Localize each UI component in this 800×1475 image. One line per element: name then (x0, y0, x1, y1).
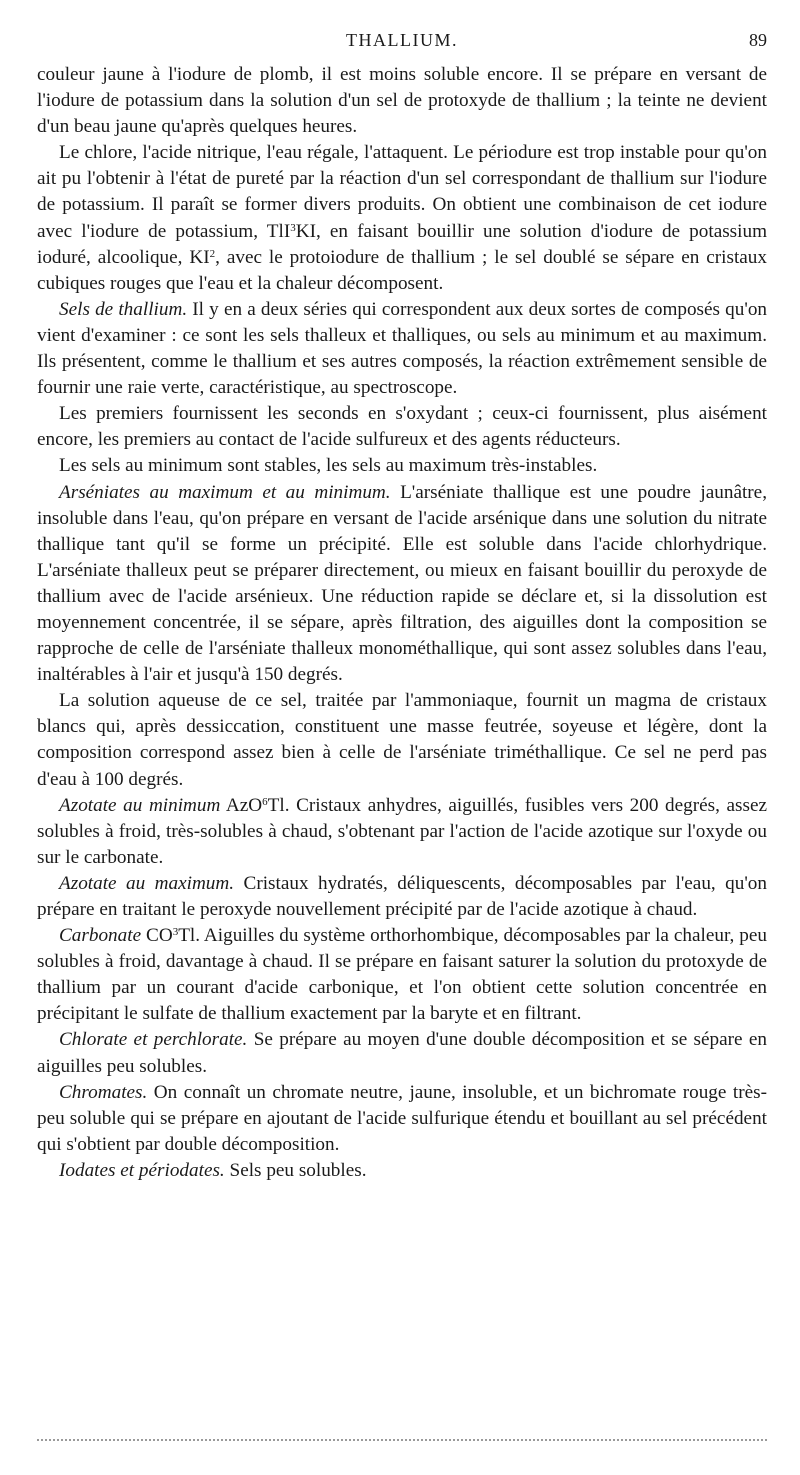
section-heading: Chromates. (59, 1081, 148, 1103)
footer-dotted-rule (37, 1439, 767, 1441)
text-run: KI, en faisant bouillir une solution d'iodure de potassium ioduré, alcoolique, KI (37, 220, 767, 268)
text-run: Les sels au minimum sont stables, les sels au maximum très-instables. (59, 455, 598, 477)
running-title: THALLIUM. (346, 30, 458, 50)
paragraph (37, 871, 767, 923)
paragraph (37, 401, 767, 453)
formula-superscript: 2 (209, 247, 216, 260)
text-run: On connaît un chromate neutre, jaune, insoluble, et un bichromate rouge très-peu soluble qui se prépare en ajoutant de l'acide sulfurique étendu et bouillant au sel précédent qui s'obtient par double décomposition. (37, 1081, 767, 1155)
paragraph (37, 140, 767, 297)
paragraph (37, 1158, 767, 1184)
paragraph (37, 923, 767, 1027)
text-run: La solution aqueuse de ce sel, traitée par l'ammoniaque, fournit un magma de cristaux blancs qui, après dessiccation, constituent une masse feutrée, soyeuse et légère, dont la composition correspond assez bien à celle de l'arséniate triméthallique. Ce sel ne perd pas d'eau à 100 degrés. (37, 690, 767, 790)
paragraph (37, 62, 767, 140)
section-heading: Carbonate (59, 925, 142, 947)
paragraph (37, 1027, 767, 1079)
text-run: , avec le protoiodure de thallium ; le sel doublé se sépare en cristaux cubiques rouges que l'eau et la chaleur décomposent. (37, 246, 767, 294)
section-heading: Arséniates au maximum et au minimum. (59, 481, 391, 503)
paragraph (37, 453, 767, 479)
text-run: L'arséniate thallique est une poudre jaunâtre, insoluble dans l'eau, qu'on prépare en versant de l'acide arsénique dans une solution du nitrate thallique tant qu'il se forme un précipité. Elle est soluble dans l'acide chlorhydrique. L'arséniate thalleux peut se préparer directement, ou mieux en faisant bouillir du peroxyde de thallium avec de l'acide arsénieux. Une réduction rapide se déclare et, si la dissolution est moyennement concentrée, il se sépare, après filtration, des aiguilles dont la composition se rapproche de celle de l'arséniate thalleux monométhallique, qui sont assez solubles dans l'eau, inaltérables à l'air et jusqu'à 150 degrés. (37, 481, 767, 686)
section-heading: Chlorate et perchlorate. (59, 1029, 248, 1051)
text-run: CO (141, 925, 173, 947)
section-heading: Azotate au minimum (59, 794, 221, 816)
paragraph (37, 480, 767, 689)
text-run: Il y en a deux séries qui correspondent aux deux sortes de composés qu'on vient d'examiner : ce sont les sels thalleux et thalliques, ou sels au minimum et au maximum. Ils présentent, comme le thallium et ses autres composés, la réaction extrêmement sensible de fournir une raie verte, caractéristique, au spectroscope. (37, 298, 768, 399)
section-heading: Iodates et périodates. (59, 1159, 225, 1181)
text-run: Le chlore, l'acide nitrique, l'eau régale, l'attaquent. Le périodure est trop instable pour qu'on ait pu l'obtenir à l'état de pureté par la réaction d'un sel correspondant de thallium sur l'iodure de potassium. Il paraît se former divers produits. On obtient une combinaison de cet iodure avec l'iodure de potassium, TlI (37, 142, 767, 242)
paragraph (37, 297, 767, 401)
text-run: couleur jaune à l'iodure de plomb, il est moins soluble encore. Il se prépare en versant de l'iodure de potassium dans la solution d'un sel de protoxyde de thallium ; la teinte ne devient d'un beau jaune qu'après quelques heures. (37, 64, 767, 138)
section-heading: Azotate au maximum. (59, 872, 235, 894)
text-run: Tl. Cristaux anhydres, aiguillés, fusibles vers 200 degrés, assez solubles à froid, très-solubles à chaud, s'obtenant par l'action de l'acide azotique sur l'oxyde ou sur le carbonate. (37, 794, 768, 868)
text-run: Sels peu solubles. (224, 1159, 367, 1181)
text-run: Tl. Aiguilles du système orthorhombique, décomposables par la chaleur, peu solubles à froid, davantage à chaud. Il se prépare en faisant saturer la solution du protoxyde de thallium par un courant d'acide carbonique, et l'on obtient cette solution concentrée en précipitant le sulfate de thallium exactement par la baryte et en filtrant. (37, 925, 768, 1025)
text-run: AzO (220, 794, 263, 816)
text-run: Cristaux hydratés, déliquescents, décomposables par l'eau, qu'on prépare en traitant le peroxyde nouvellement précipité par de l'acide azotique à chaud. (37, 872, 767, 920)
page-number: 89 (749, 30, 767, 50)
formula-superscript: 6 (262, 795, 268, 808)
formula-superscript: 3 (290, 221, 296, 234)
page-header (37, 30, 767, 56)
paragraph (37, 1080, 767, 1158)
text-run: Se prépare au moyen d'une double décomposition et se sépare en aiguilles peu solubles. (37, 1029, 767, 1077)
body-text (37, 62, 767, 1184)
text-run: Les premiers fournissent les seconds en s'oxydant ; ceux-ci fournissent, plus aisément encore, les premiers au contact de l'acide sulfureux et des agents réducteurs. (37, 403, 767, 451)
section-heading: Sels de thallium. (59, 298, 188, 320)
formula-superscript: 3 (172, 926, 179, 939)
paragraph (37, 688, 767, 792)
paragraph (37, 793, 767, 871)
